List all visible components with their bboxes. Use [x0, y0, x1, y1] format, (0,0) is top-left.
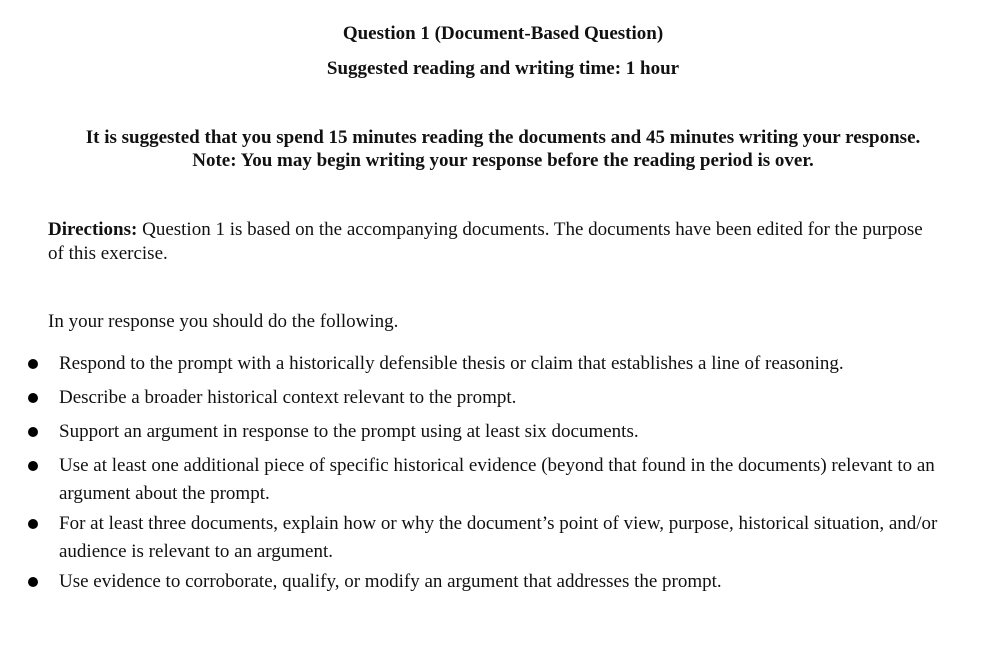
requirement-text: Respond to the prompt with a historically defensible thesis or claim that establishes a line of reasoning.	[59, 353, 844, 374]
response-intro: In your response you should do the following.	[48, 311, 399, 332]
directions-text: Question 1 is based on the accompanying documents. The documents have been edited for the purpose of this exercise.	[48, 219, 923, 264]
requirement-text: Support an argument in response to the prompt using at least six documents.	[59, 421, 639, 442]
requirement-text: Use evidence to corroborate, qualify, or modify an argument that addresses the prompt.	[59, 571, 722, 592]
bullet-icon	[28, 393, 38, 403]
bullet-icon	[28, 577, 38, 587]
bullet-icon	[28, 427, 38, 437]
timing-notice-line-1: It is suggested that you spend 15 minutes reading the documents and 45 minutes writing your response.	[85, 127, 921, 148]
timing-notice-line-2: Note: You may begin writing your response before the reading period is over.	[192, 150, 814, 171]
requirement-text: For at least three documents, explain how or why the document’s point of view, purpose, historical situation, and/or audience is relevant to an argument.	[59, 513, 938, 562]
bullet-icon	[28, 461, 38, 471]
requirement-text: Describe a broader historical context relevant to the prompt.	[59, 387, 517, 408]
bullet-icon	[28, 519, 38, 529]
bullet-icon	[28, 359, 38, 369]
requirement-text: Use at least one additional piece of specific historical evidence (beyond that found in the documents) relevant to an argument about the prompt.	[59, 455, 935, 504]
directions-label: Directions:	[48, 219, 138, 240]
time-title: Suggested reading and writing time: 1 hour	[326, 58, 680, 79]
timing-notice	[0, 126, 996, 172]
directions-paragraph	[48, 218, 928, 266]
question-title: Question 1 (Document-Based Question)	[342, 23, 664, 44]
